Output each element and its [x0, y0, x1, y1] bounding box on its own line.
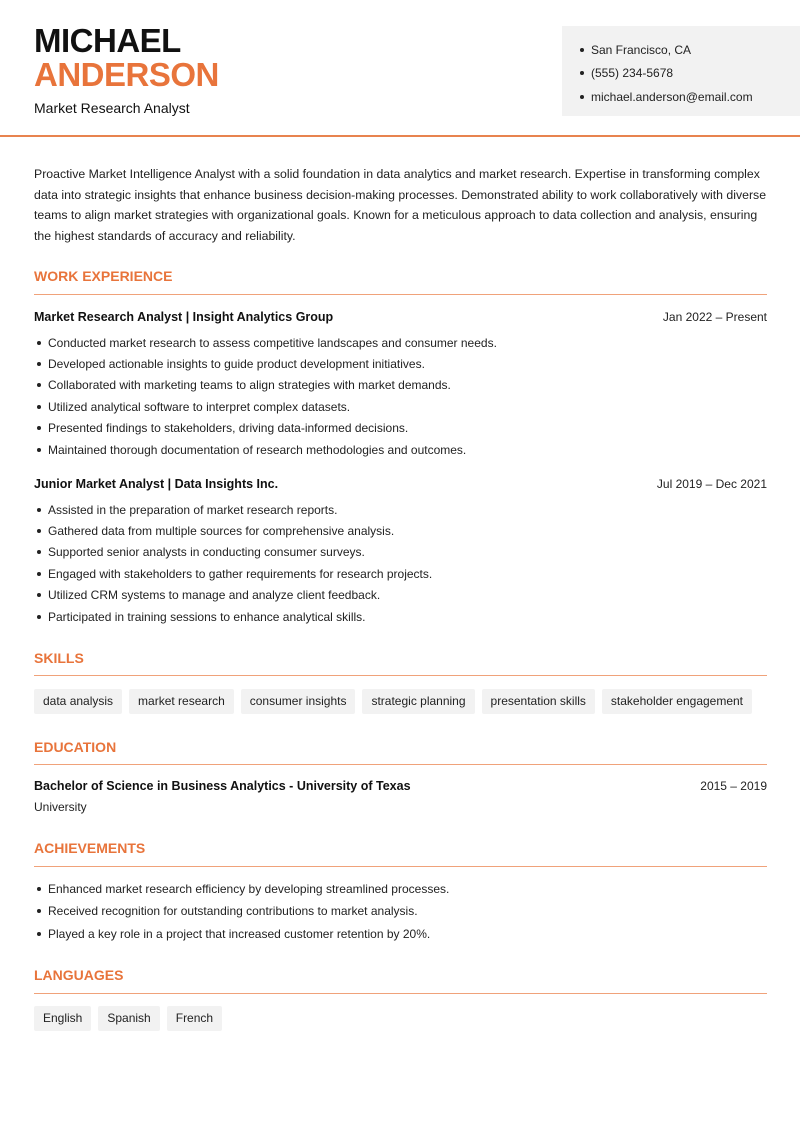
list-item: Gathered data from multiple sources for comprehensive analysis. — [34, 520, 767, 541]
bullet-icon — [580, 95, 584, 99]
list-item: Utilized analytical software to interpret complex datasets. — [34, 396, 767, 417]
summary: Proactive Market Intelligence Analyst with a solid foundation in data analytics and market research. Expertise in transforming complex data into strategic insights that enhance business decision-making processes. Demonstrated ability to work collaboratively with diverse teams to align market strategies with organizational goals. Known for a meticulous approach to data collection and analysis, ensuring the highest standards of accuracy and reliability. — [34, 167, 767, 243]
skill-tag: consumer insights — [241, 689, 356, 714]
list-item: Developed actionable insights to guide product development initiatives. — [34, 353, 767, 374]
bullet-icon — [580, 48, 584, 52]
list-item: Participated in training sessions to enhance analytical skills. — [34, 606, 767, 627]
contact-location: San Francisco, CA — [580, 38, 800, 62]
bullet-icon — [37, 572, 41, 576]
job-header — [34, 310, 767, 324]
list-item: Supported senior analysts in conducting consumer surveys. — [34, 542, 767, 563]
bullet-icon — [37, 448, 41, 452]
list-item: Collaborated with marketing teams to align strategies with market demands. — [34, 375, 767, 396]
education-institution: University — [34, 800, 87, 814]
bullet-icon — [37, 383, 41, 387]
list-item: Engaged with stakeholders to gather requirements for research projects. — [34, 563, 767, 584]
contact-phone: (555) 234-5678 — [580, 62, 800, 86]
contact-email: michael.anderson@email.com — [580, 85, 800, 109]
resume-header — [0, 0, 800, 137]
bullet-icon — [37, 909, 41, 913]
education-header — [34, 779, 767, 793]
bullet-icon — [37, 529, 41, 533]
section-title-work: WORK EXPERIENCE — [34, 268, 173, 284]
last-name: ANDERSON — [34, 56, 219, 93]
section-divider — [34, 294, 767, 295]
bullet-icon — [37, 426, 41, 430]
job-date: Jan 2022 – Present — [662, 310, 767, 324]
job-title: Market Research Analyst — [34, 100, 190, 116]
list-item: Enhanced market research efficiency by developing streamlined processes. — [34, 878, 767, 900]
skill-tag: data analysis — [34, 689, 122, 714]
skill-tag: stakeholder engagement — [602, 689, 752, 714]
job-header — [34, 477, 767, 491]
language-tag: French — [167, 1006, 222, 1031]
list-item: Played a key role in a project that increased customer retention by 20%. — [34, 923, 767, 945]
skill-tag: market research — [129, 689, 234, 714]
list-item: Conducted market research to assess competitive landscapes and consumer needs. — [34, 332, 767, 353]
list-item: Utilized CRM systems to manage and analyze client feedback. — [34, 585, 767, 606]
section-title-languages: LANGUAGES — [34, 967, 124, 983]
section-divider — [34, 764, 767, 765]
list-item: Presented findings to stakeholders, driving data-informed decisions. — [34, 418, 767, 439]
job-role: Junior Market Analyst | Data Insights Inc. — [34, 477, 279, 491]
bullet-icon — [37, 615, 41, 619]
first-name: MICHAEL — [34, 22, 181, 59]
job-bullets — [34, 332, 767, 460]
section-divider — [34, 675, 767, 676]
bullet-icon — [37, 405, 41, 409]
job-date: Jul 2019 – Dec 2021 — [656, 477, 767, 491]
list-item: Assisted in the preparation of market research reports. — [34, 499, 767, 520]
section-title-achievements: ACHIEVEMENTS — [34, 840, 146, 856]
bullet-icon — [37, 887, 41, 891]
bullet-icon — [37, 932, 41, 936]
skills-list — [34, 689, 752, 714]
bullet-icon — [37, 362, 41, 366]
skill-tag: presentation skills — [482, 689, 595, 714]
bullet-icon — [37, 550, 41, 554]
degree: Bachelor of Science in Business Analytics - University of Texas — [34, 779, 411, 793]
skill-tag: strategic planning — [362, 689, 474, 714]
section-divider — [34, 866, 767, 867]
contact-box — [562, 26, 800, 116]
section-title-education: EDUCATION — [34, 739, 117, 755]
section-title-skills: SKILLS — [34, 650, 84, 666]
education-date: 2015 – 2019 — [700, 779, 767, 793]
bullet-icon — [580, 71, 584, 75]
list-item: Received recognition for outstanding contributions to market analysis. — [34, 900, 767, 922]
list-item: Maintained thorough documentation of research methodologies and outcomes. — [34, 439, 767, 460]
job-role: Market Research Analyst | Insight Analytics Group — [34, 310, 334, 324]
languages-list — [34, 1006, 222, 1031]
bullet-icon — [37, 593, 41, 597]
bullet-icon — [37, 508, 41, 512]
language-tag: English — [34, 1006, 91, 1031]
bullet-icon — [37, 341, 41, 345]
section-divider — [34, 993, 767, 994]
achievements-list — [34, 878, 767, 945]
language-tag: Spanish — [98, 1006, 159, 1031]
job-bullets — [34, 499, 767, 627]
